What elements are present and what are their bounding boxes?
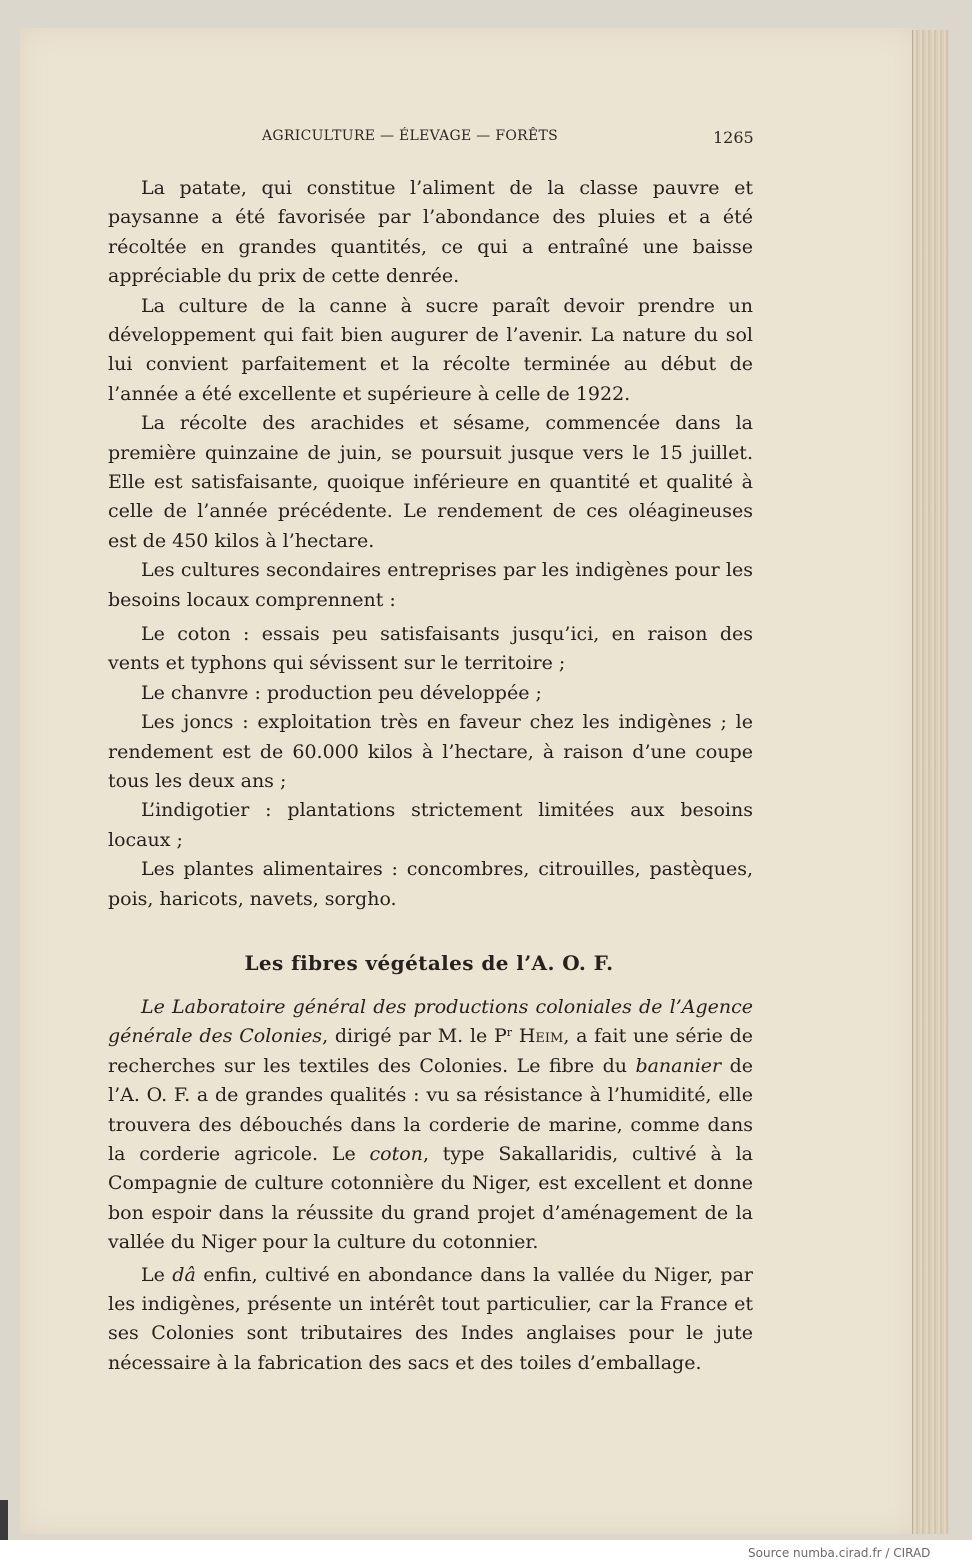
superscript: r xyxy=(506,1026,513,1040)
text-run: , dirigé par M. le P xyxy=(322,1025,507,1048)
paragraph: La culture de la canne à sucre paraît devoir prendre un développement qui fait bien augurer de l’avenir. La nature du sol lui convient parfaitement et la récolte terminée au début de l’année a été excellente et supérieure à celle de 1922. xyxy=(108,294,753,405)
text-run: , type Sakallaridis, cultivé à la Compagnie de culture cotonnière du Niger, est excellent et donne bon espoir dans la réussite du grand projet d’aménagement de la vallée du Niger pour la culture du cotonnier. xyxy=(108,1143,753,1254)
list-item: Le coton : essais peu satisfaisants jusqu’ici, en raison des vents et typhons qui sévissent sur le territoire ; xyxy=(108,623,753,675)
list-item: L’indigotier : plantations strictement limitées aux besoins locaux ; xyxy=(108,799,753,851)
source-credit: Source numba.cirad.fr / CIRAD xyxy=(748,1546,931,1560)
page-header xyxy=(0,128,972,152)
italic-intro: Le Laboratoire général des productions coloniales de l’Agence générale des Colonies xyxy=(108,996,753,1048)
italic-term: dâ xyxy=(172,1263,196,1286)
list-item: Les plantes alimentaires : concombres, citrouilles, pastèques, pois, haricots, navets, sorgho. xyxy=(108,858,753,910)
italic-term: bananier xyxy=(635,1054,722,1077)
author-name: Heim xyxy=(518,1025,564,1048)
scan-corner-mark xyxy=(0,1500,8,1540)
text-run: de l’A. O. F. a de grandes qualités : vu sa résistance à l’humidité, elle trouvera des débouchés dans la corderie de marine, comme dans la corderie agricole. Le xyxy=(108,1054,754,1166)
paragraph: La récolte des arachides et sésame, commencée dans la première quinzaine de juin, se poursuit jusque vers le 15 juillet. Elle est satisfaisante, quoique inférieure en quantité et qualité à celle de l’année précédente. Le rendement de ces oléagineuses est de 450 kilos à l’hectare. xyxy=(108,412,753,552)
paragraph: La patate, qui constitue l’aliment de la classe pauvre et paysanne a été favorisée par l’abondance des pluies et a été récoltée en grandes quantités, ce qui a entraîné une baisse appréciable du prix de cette denrée. xyxy=(108,177,753,288)
page-edge xyxy=(912,30,949,1534)
section-heading: Les fibres végétales de l’A. O. F. xyxy=(244,951,614,975)
text-run: , a fait une série de recherches sur les textiles des Colonies. Le fibre du xyxy=(108,1025,753,1077)
body-text-top xyxy=(108,174,753,615)
text-run: Le xyxy=(141,1263,173,1286)
italic-term: coton xyxy=(369,1143,423,1166)
crop-list xyxy=(108,620,753,914)
text-run: enfin, cultivé en abondance dans la vallée du Niger, par les indigènes, présente un intérêt tout particulier, car la France et ses Colonies sont tributaires des Indes anglaises pour le jute nécessaire à la fabrication des sacs et des toiles d’emballage. xyxy=(108,1263,753,1374)
running-title: AGRICULTURE — ÉLEVAGE — FORÊTS xyxy=(262,128,559,144)
list-item: Le chanvre : production peu développée ; xyxy=(141,681,542,704)
list-item: Les joncs : exploitation très en faveur chez les indigènes ; le rendement est de 60.000 kilos à l’hectare, à raison d’une coupe tous les deux ans ; xyxy=(108,711,753,793)
paragraph: Les cultures secondaires entreprises par les indigènes pour les besoins locaux comprennent : xyxy=(108,559,753,611)
paragraph xyxy=(108,993,753,1258)
body-text-fibres xyxy=(108,993,753,1378)
page-number: 1265 xyxy=(713,128,754,147)
paragraph xyxy=(108,1261,753,1379)
